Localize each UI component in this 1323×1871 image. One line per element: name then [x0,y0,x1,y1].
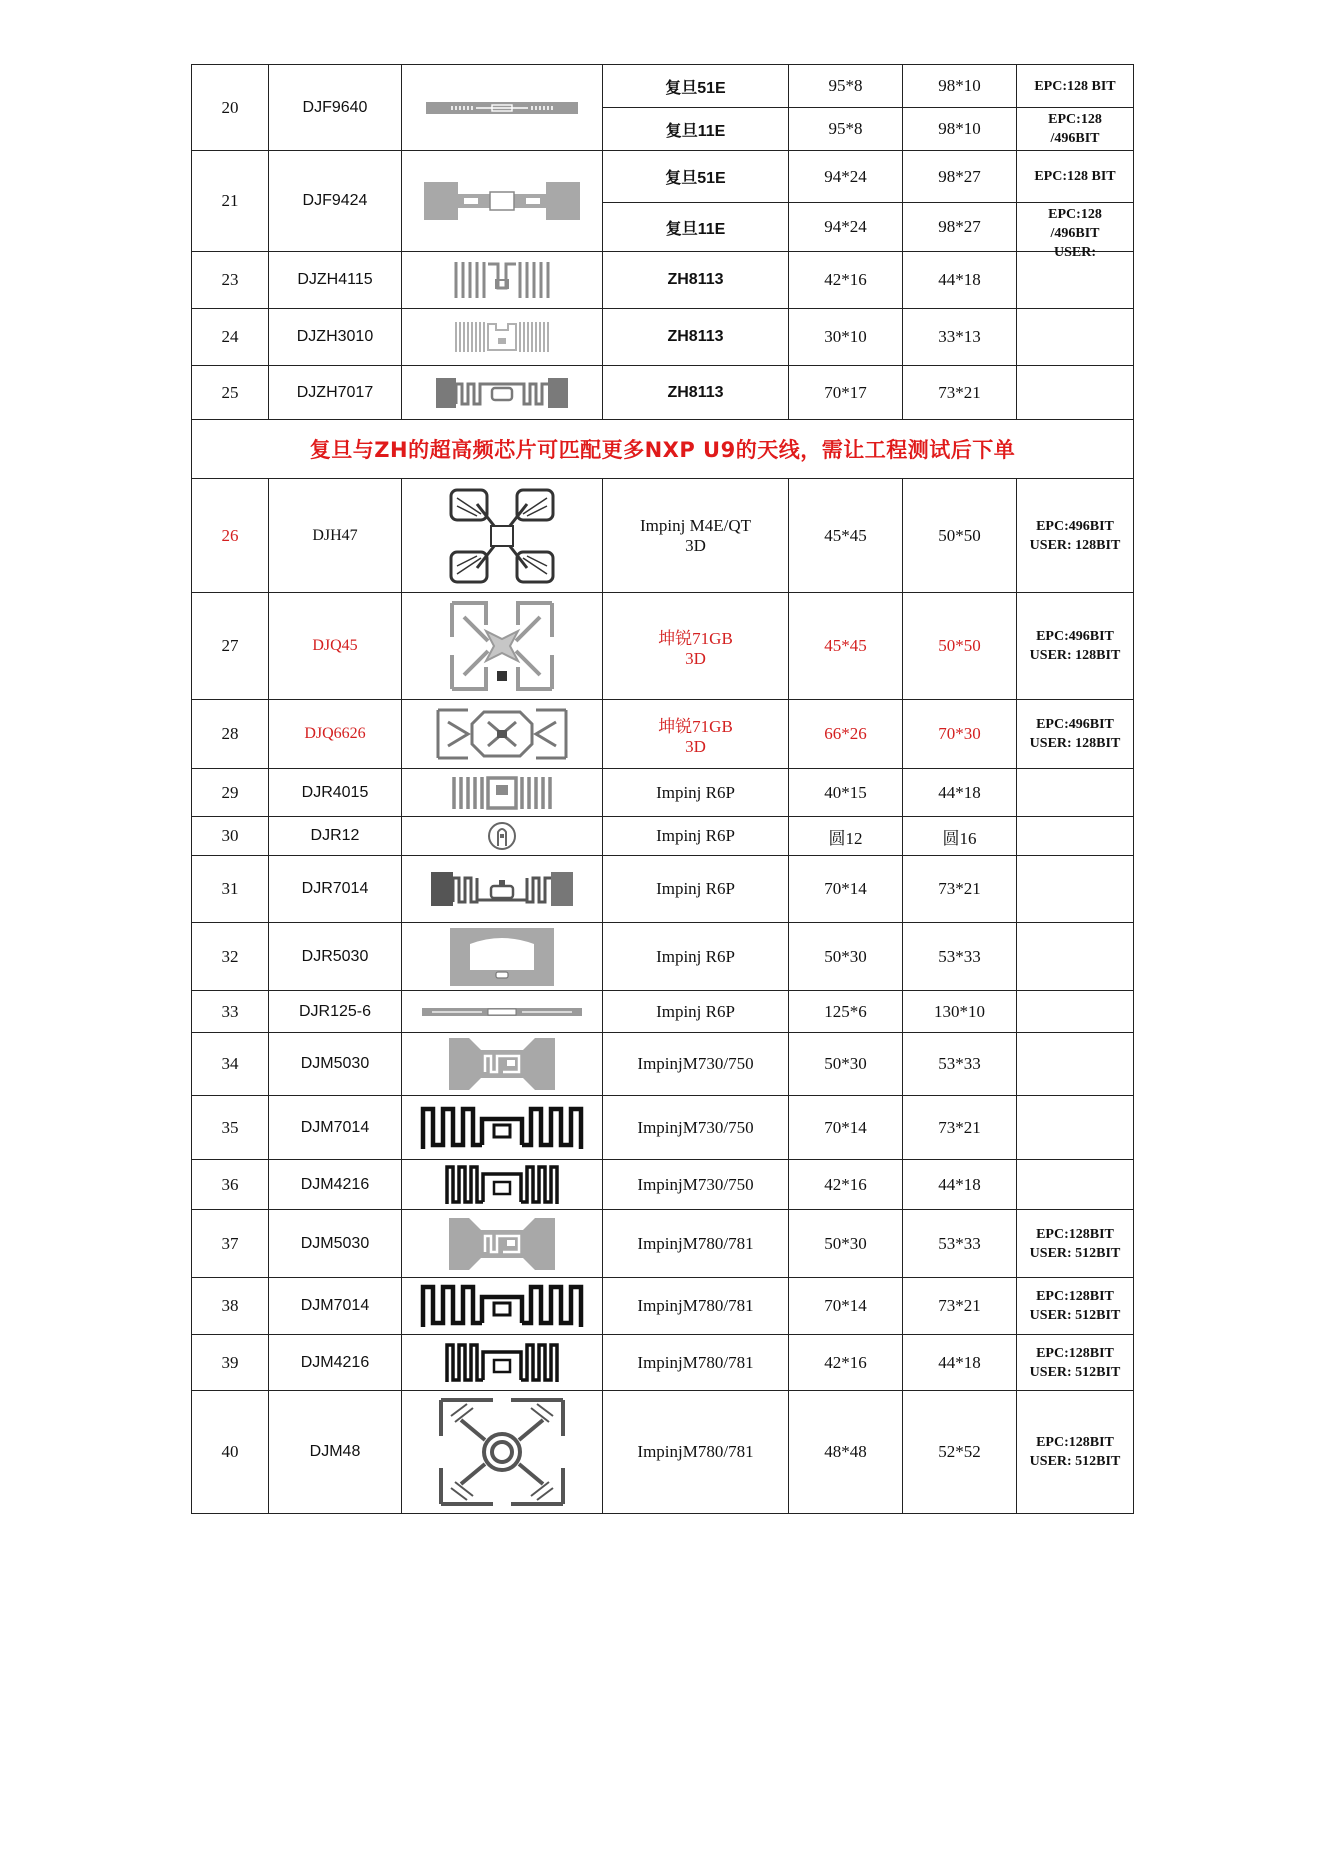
table-row [192,593,1134,700]
rfid-inlay-table [191,64,1134,1514]
black-zigzag-icon [402,1160,603,1210]
chip-name: 复旦11E [603,203,789,252]
memory-spec: EPC:128 BIT [1017,65,1134,108]
row-number: 32 [192,923,269,991]
memory-spec: EPC:496BIT USER: 128BIT [1017,593,1134,700]
bowtie-antenna-icon [402,1033,603,1096]
chip-name: ImpinjM780/781 [603,1391,789,1514]
table-row [192,1096,1134,1160]
chip-name: ImpinjM780/781 [603,1210,789,1278]
table-row [192,366,1134,420]
thin-strip-antenna-icon [402,991,603,1033]
chip-name: Impinj R6P [603,769,789,817]
row-number: 27 [192,593,269,700]
row-number: 21 [192,151,269,252]
table-row [192,252,1134,309]
chip-name: Impinj R6P [603,817,789,856]
black-zigzag-icon [402,1335,603,1391]
label-size: 44*18 [903,1160,1017,1210]
row-number: 31 [192,856,269,923]
table-row [192,700,1134,769]
model-code: DJF9424 [269,151,402,252]
inlay-size: 70*17 [789,366,903,420]
inlay-size: 40*15 [789,769,903,817]
table-row [192,769,1134,817]
model-code: DJF9640 [269,65,402,151]
label-size: 52*52 [903,1391,1017,1514]
table-row [192,479,1134,593]
inlay-size: 45*45 [789,593,903,700]
row-number: 36 [192,1160,269,1210]
chip-line-1: 坤锐71GB [658,628,733,648]
memory-spec: EPC:128BIT USER: 512BIT [1017,1391,1134,1514]
memory-spec [1017,309,1134,366]
memory-spec [1017,1033,1134,1096]
model-code: DJM4216 [269,1160,402,1210]
inlay-size: 42*16 [789,1160,903,1210]
memory-spec: EPC:128 BIT [1017,151,1134,203]
product-table-sheet [191,64,1133,1514]
memory-spec [1017,1096,1134,1160]
inlay-size: 95*8 [789,65,903,108]
row-number: 29 [192,769,269,817]
square-ring-antenna-icon [402,1391,603,1514]
row-number: 34 [192,1033,269,1096]
row-number: 23 [192,252,269,309]
row-number: 39 [192,1335,269,1391]
model-code: DJM48 [269,1391,402,1514]
model-code: DJZH7017 [269,366,402,420]
chip-name: 复旦11E [603,108,789,151]
chip-name: ZH8113 [603,252,789,309]
table-row [192,991,1134,1033]
inlay-size: 30*10 [789,309,903,366]
memory-spec [1017,923,1134,991]
memory-spec [1017,1160,1134,1210]
label-size: 73*21 [903,1278,1017,1335]
chip-line-1: Impinj M4E/QT [640,515,751,535]
label-size: 98*27 [903,151,1017,203]
block-dogbone-icon [402,856,603,923]
model-code: DJM4216 [269,1335,402,1391]
black-meander-icon [402,1278,603,1335]
model-code: DJR125-6 [269,991,402,1033]
dogbone-strip-icon [402,65,603,151]
memory-spec: EPC:128BIT USER: 512BIT [1017,1210,1134,1278]
table-row [192,923,1134,991]
inlay-size: 94*24 [789,151,903,203]
model-code: DJM5030 [269,1033,402,1096]
label-size: 73*21 [903,856,1017,923]
c-shape-antenna-icon [402,923,603,991]
model-code: DJQ6626 [269,700,402,769]
memory-spec: EPC:128BIT USER: 512BIT [1017,1335,1134,1391]
inlay-size: 42*16 [789,252,903,309]
chip-name: Impinj R6P [603,923,789,991]
inlay-size: 125*6 [789,991,903,1033]
inlay-size: 50*30 [789,1210,903,1278]
black-meander-icon [402,1096,603,1160]
label-size: 44*18 [903,1335,1017,1391]
model-code-text: DJH47 [312,526,358,544]
model-code: DJM5030 [269,1210,402,1278]
label-size: 73*21 [903,366,1017,420]
wide-dogbone-icon [402,151,603,252]
bowtie-antenna-icon [402,1210,603,1278]
label-size: 98*10 [903,108,1017,151]
meander-antenna-icon [402,252,603,309]
memory-spec [1017,991,1134,1033]
label-size: 53*33 [903,1033,1017,1096]
model-code: DJZH4115 [269,252,402,309]
model-code: DJR12 [269,817,402,856]
row-number: 30 [192,817,269,856]
row-number: 40 [192,1391,269,1514]
row-number: 28 [192,700,269,769]
model-code [269,479,402,593]
comb-antenna-icon [402,309,603,366]
table-row [192,817,1134,856]
inlay-size: 圆12 [789,817,903,856]
model-code: DJR7014 [269,856,402,923]
table-row [192,151,1134,203]
table-row [192,1033,1134,1096]
cross-3d-antenna-icon [402,479,603,593]
label-size: 33*13 [903,309,1017,366]
chip-name: ImpinjM730/750 [603,1033,789,1096]
chip-line-2: 3D [685,535,706,555]
row-number: 26 [192,479,269,593]
chip-name: Impinj R6P [603,856,789,923]
chip-name: Impinj R6P [603,991,789,1033]
memory-spec: EPC:128BIT USER: 512BIT [1017,1278,1134,1335]
model-code: DJR5030 [269,923,402,991]
inlay-size: 94*24 [789,203,903,252]
chip-name [603,700,789,769]
round-antenna-icon [402,817,603,856]
label-size: 73*21 [903,1096,1017,1160]
block-dogbone-icon [402,366,603,420]
notice-banner: 复旦与ZH的超高频芯片可匹配更多NXP U9的天线，需让工程测试后下单 [192,420,1134,479]
chip-name: ZH8113 [603,309,789,366]
label-size: 98*27 [903,203,1017,252]
memory-spec: EPC:128 /496BIT USER: [1017,203,1134,252]
table-row [192,1278,1134,1335]
row-number: 37 [192,1210,269,1278]
table-row [192,1210,1134,1278]
chip-name: ImpinjM730/750 [603,1096,789,1160]
memory-spec [1017,366,1134,420]
octagon-3d-antenna-icon [402,700,603,769]
chip-name: 复旦51E [603,151,789,203]
table-row [192,65,1134,108]
table-row [192,309,1134,366]
chip-name: ZH8113 [603,366,789,420]
inlay-size: 50*30 [789,1033,903,1096]
row-number: 20 [192,65,269,151]
table-row [192,1160,1134,1210]
inlay-size: 48*48 [789,1391,903,1514]
model-code: DJZH3010 [269,309,402,366]
inlay-size: 70*14 [789,1096,903,1160]
row-number: 38 [192,1278,269,1335]
chip-name: ImpinjM780/781 [603,1335,789,1391]
inlay-size: 50*30 [789,923,903,991]
chip-name: ImpinjM730/750 [603,1160,789,1210]
table-row [192,856,1134,923]
row-number: 24 [192,309,269,366]
row-number: 35 [192,1096,269,1160]
label-size: 130*10 [903,991,1017,1033]
label-size: 50*50 [903,593,1017,700]
model-code: DJM7014 [269,1278,402,1335]
chip-line-2: 3D [685,648,706,668]
chip-name: 复旦51E [603,65,789,108]
model-code: DJR4015 [269,769,402,817]
table-row [192,1391,1134,1514]
memory-spec [1017,817,1134,856]
chip-name [603,593,789,700]
label-size: 圆16 [903,817,1017,856]
row-number: 25 [192,366,269,420]
label-size: 44*18 [903,252,1017,309]
memory-spec: EPC:496BIT USER: 128BIT [1017,700,1134,769]
chip-name: ImpinjM780/781 [603,1278,789,1335]
label-size: 53*33 [903,1210,1017,1278]
star-3d-antenna-icon [402,593,603,700]
label-size: 50*50 [903,479,1017,593]
row-number: 33 [192,991,269,1033]
memory-spec: EPC:496BIT USER: 128BIT [1017,479,1134,593]
chip-name [603,479,789,593]
notice-row [192,420,1134,479]
inlay-size: 66*26 [789,700,903,769]
label-size: 98*10 [903,65,1017,108]
inlay-size: 70*14 [789,1278,903,1335]
memory-spec: EPC:128 /496BIT [1017,108,1134,151]
chip-line-1: 坤锐71GB [658,716,733,736]
table-row [192,1335,1134,1391]
inlay-size: 42*16 [789,1335,903,1391]
memory-spec [1017,769,1134,817]
memory-spec [1017,856,1134,923]
chip-line-2: 3D [685,736,706,756]
inlay-size: 45*45 [789,479,903,593]
inlay-size: 95*8 [789,108,903,151]
model-code: DJM7014 [269,1096,402,1160]
inlay-size: 70*14 [789,856,903,923]
label-size: 44*18 [903,769,1017,817]
model-code: DJQ45 [269,593,402,700]
label-size: 53*33 [903,923,1017,991]
meander-antenna-icon [402,769,603,817]
label-size: 70*30 [903,700,1017,769]
